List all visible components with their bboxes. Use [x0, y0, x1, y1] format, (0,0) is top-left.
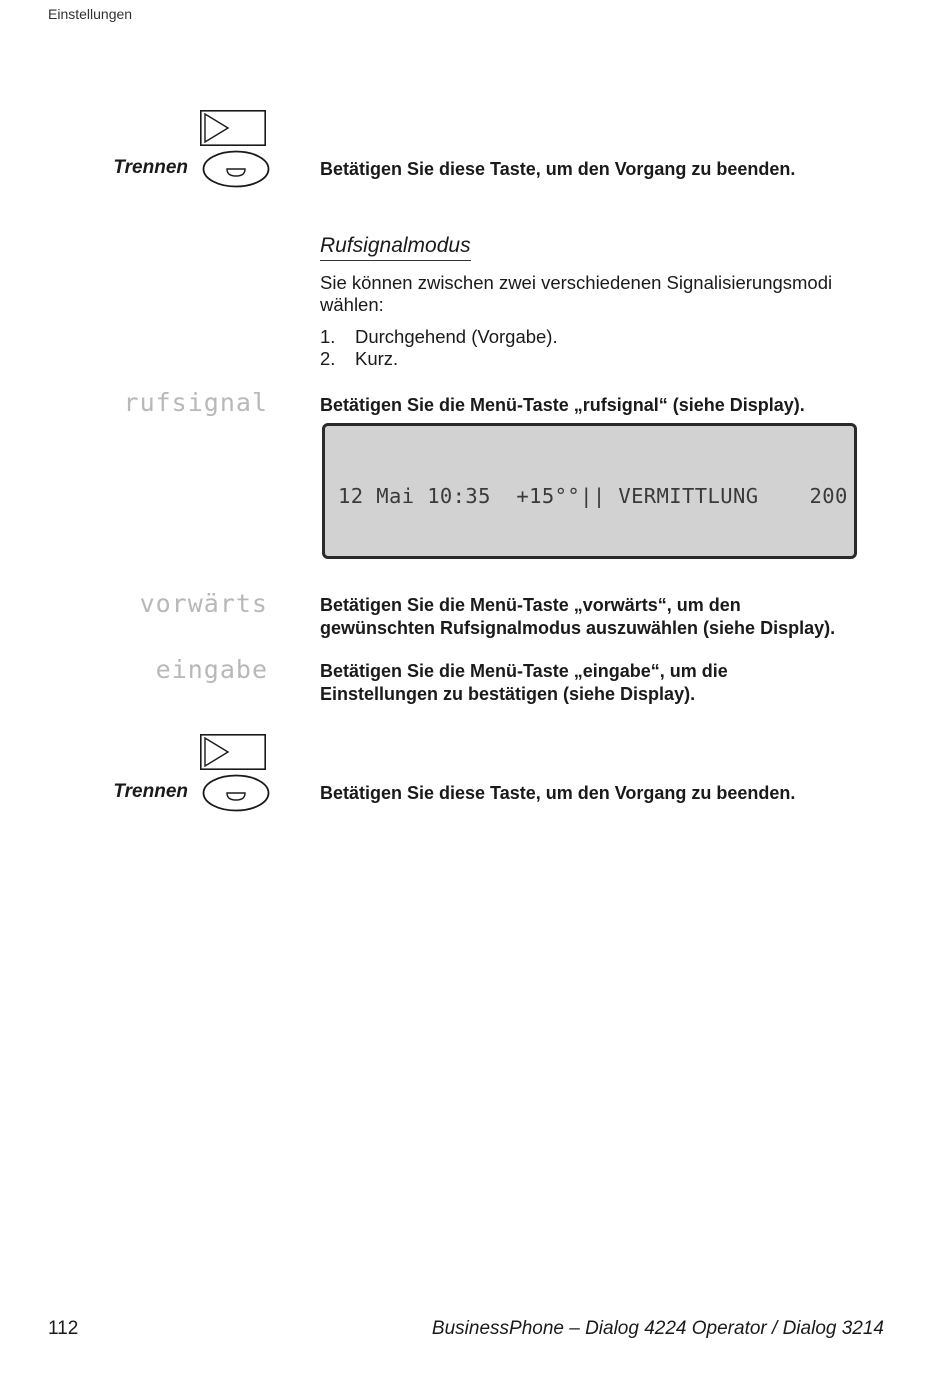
- running-header: Einstellungen: [48, 6, 133, 22]
- line-key-icon: [200, 110, 266, 146]
- trennen-label: Trennen: [113, 157, 188, 178]
- instruction-eingabe: Betätigen Sie die Menü-Taste „eingabe“, um die Einstellungen zu bestätigen (siehe Display).: [320, 661, 728, 704]
- softkey-rufsignal: rufsignal: [123, 388, 268, 417]
- list-item: 1. Durchgehend (Vorgabe).: [320, 326, 558, 347]
- line-key-icon: [200, 734, 266, 770]
- mode-list: [320, 326, 558, 370]
- page-number: 112: [48, 1318, 79, 1339]
- instruction-trennen-bottom: Betätigen Sie diese Taste, um den Vorgang zu beenden.: [320, 783, 796, 803]
- section-heading: Rufsignalmodus: [320, 234, 471, 261]
- instruction-vorwaerts: Betätigen Sie die Menü-Taste „vorwärts“, um den gewünschten Rufsignalmodus auszuwählen (siehe Display).: [320, 595, 836, 638]
- document-title: BusinessPhone – Dialog 4224 Operator / Dialog 3214: [431, 1318, 884, 1339]
- softkey-vorwaerts: vorwärts: [139, 589, 268, 618]
- instruction-rufsignal: Betätigen Sie die Menü-Taste „rufsignal“ (siehe Display).: [320, 395, 805, 415]
- softkey-eingabe: eingabe: [155, 655, 268, 684]
- clear-key-icon: [202, 150, 270, 188]
- section-intro: Sie können zwischen zwei verschiedenen Signalisierungsmodi wählen:: [320, 272, 833, 315]
- trennen-label: Trennen: [113, 781, 188, 802]
- display-line: [338, 558, 854, 560]
- clear-key-icon: [202, 774, 270, 812]
- instruction-trennen-top: Betätigen Sie diese Taste, um den Vorgang zu beenden.: [320, 159, 796, 179]
- list-item: 2. Kurz.: [320, 348, 399, 369]
- display-line: 12 Mai 10:35 +15°°|| VERMITTLUNG 200: [338, 484, 848, 508]
- phone-display: [322, 423, 857, 559]
